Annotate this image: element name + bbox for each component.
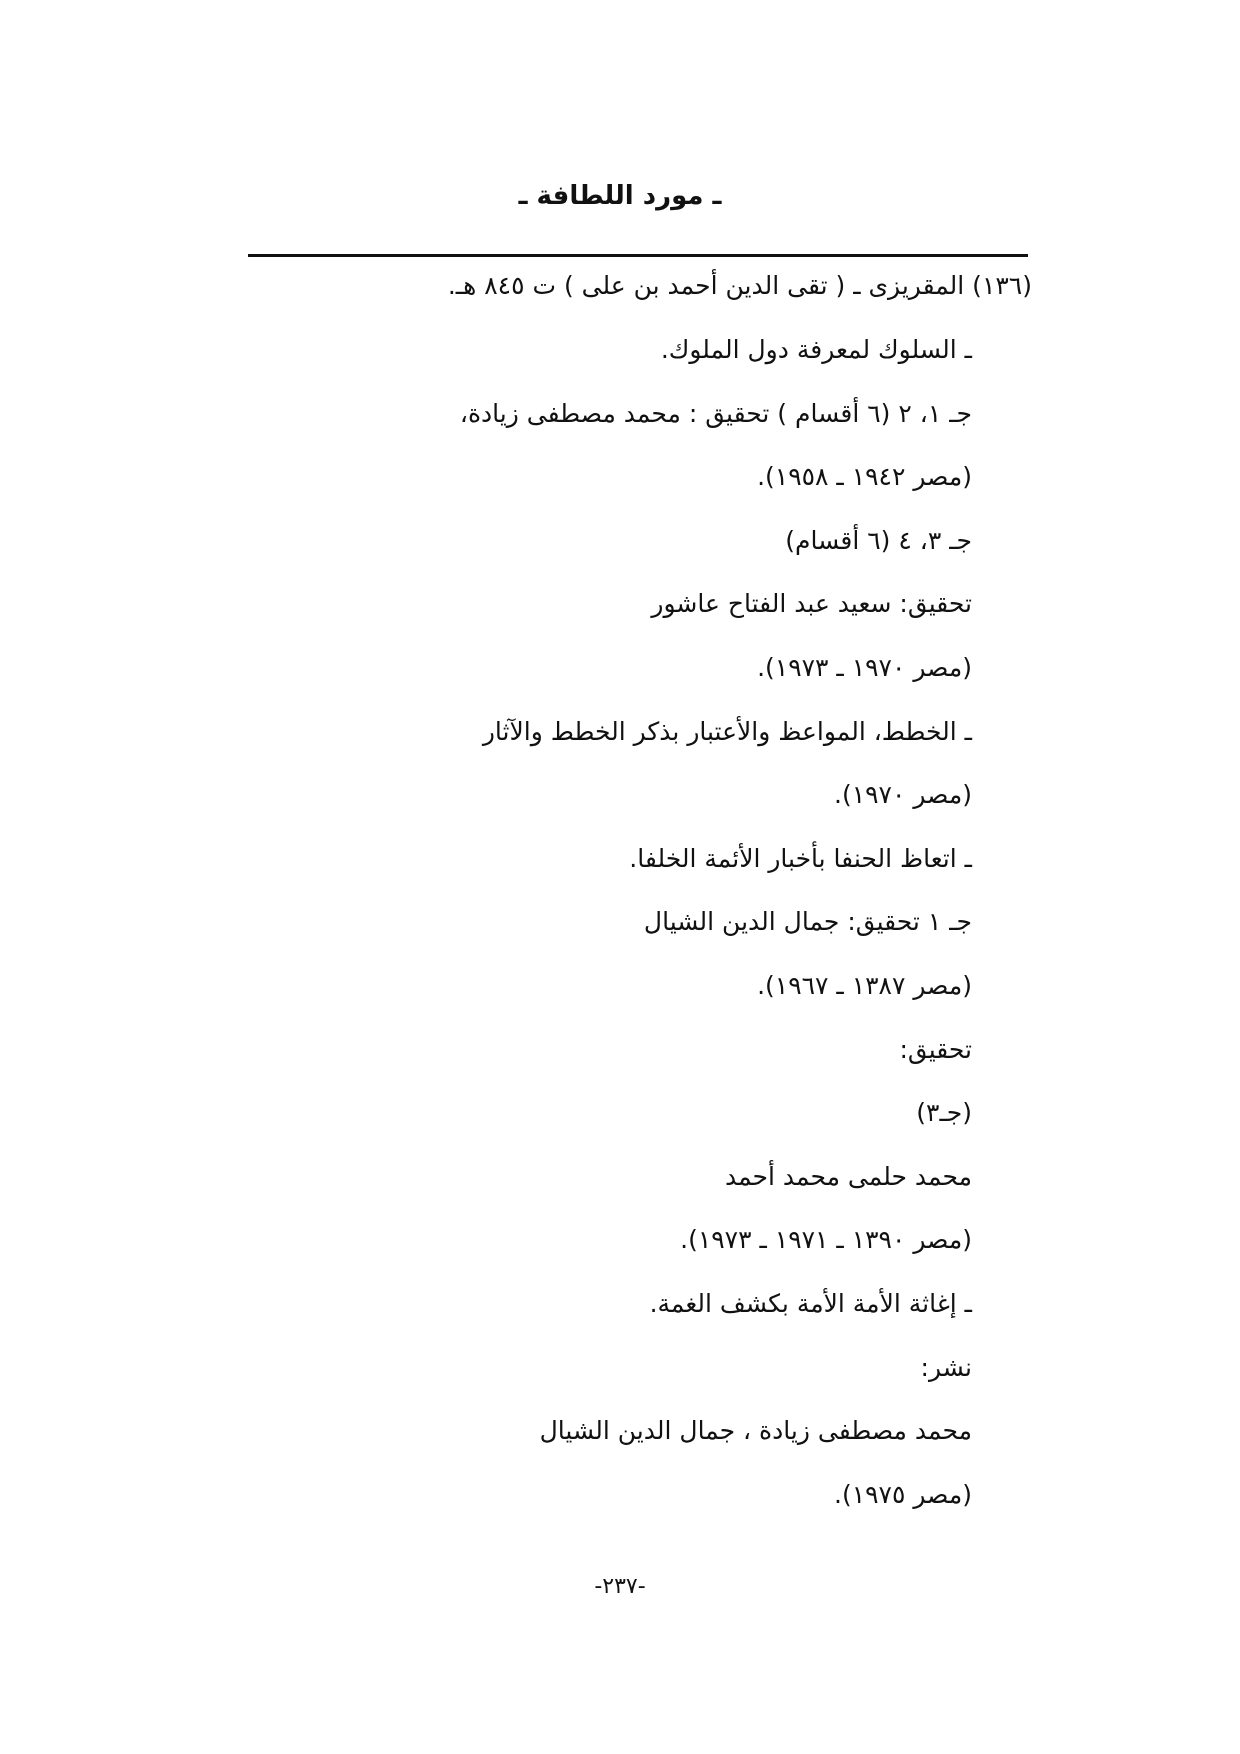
header-rule xyxy=(248,254,1028,257)
entry-line: (مصر ١٩٧٠). xyxy=(834,780,972,810)
entry-line: جـ ١، ٢ (٦ أقسام ) تحقيق : محمد مصطفى زيادة، xyxy=(459,398,972,428)
entry-line: ـ إغاثة الأمة الأمة بكشف الغمة. xyxy=(649,1288,972,1318)
entry-line: ـ الخطط، المواعظ والأعتبار بذكر الخطط والآثار xyxy=(482,716,972,746)
entry-line: جـ ١ تحقيق: جمال الدين الشيال xyxy=(643,907,972,937)
entry-line: (مصر ١٣٨٧ ـ ١٩٦٧). xyxy=(757,970,972,1000)
entry-line: محمد حلمى محمد أحمد xyxy=(724,1161,972,1191)
entry-line: جـ ٣، ٤ (٦ أقسام) xyxy=(785,525,972,555)
entry-line: (مصر ١٣٩٠ ـ ١٩٧١ ـ ١٩٧٣). xyxy=(680,1225,972,1255)
page-number: -٢٣٧- xyxy=(594,1574,646,1599)
entry-line: نشر: xyxy=(920,1352,972,1382)
entry-line: تحقيق: سعيد عبد الفتاح عاشور xyxy=(651,589,972,619)
entry-heading: (١٣٦) المقريزى ـ ( تقى الدين أحمد بن على ) ت ٨٤٥ هـ. xyxy=(447,271,1032,300)
entry-line: محمد مصطفى زيادة ، جمال الدين الشيال xyxy=(539,1416,972,1446)
entry-body xyxy=(212,330,972,1538)
entry-line: تحقيق: xyxy=(899,1034,972,1064)
entry-line: (مصر ١٩٧٥). xyxy=(834,1479,972,1509)
entry-line: ـ السلوك لمعرفة دول الملوك. xyxy=(660,335,972,364)
entry-line: (جـ٣) xyxy=(916,1098,972,1128)
entry-line: (مصر ١٩٧٠ ـ ١٩٧٣). xyxy=(757,652,972,682)
entry-line: (مصر ١٩٤٢ ـ ١٩٥٨). xyxy=(757,462,972,492)
running-title: ـ مورد اللطافة ـ xyxy=(518,181,722,211)
entry-line: ـ اتعاظ الحنفا بأخبار الأئمة الخلفا. xyxy=(629,843,972,873)
